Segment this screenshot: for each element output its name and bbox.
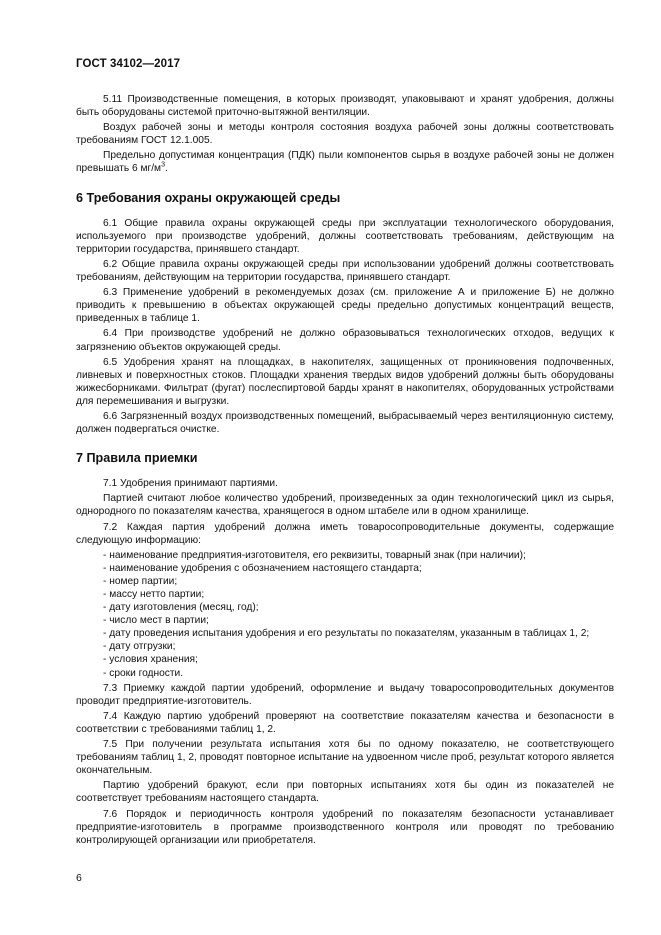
document-info-list	[76, 549, 614, 680]
list-item: - наименование удобрения с обозначением настоящего стандарта;	[103, 562, 422, 574]
list-item: - дату отгрузки;	[103, 641, 176, 653]
section-6-title: 6 Требования охраны окружающей среды	[76, 190, 341, 205]
pdk-superscript: 3	[161, 162, 165, 170]
page-number: 6	[76, 872, 82, 884]
paragraph-6-1: 6.1 Общие правила охраны окружающей среды при эксплуатации технологического оборудования, используемого при производстве удобрений, должны соответствовать требованиям, действующим на территории государства, принявшего стандарт.	[76, 217, 614, 255]
paragraph-6-4: 6.4 При производстве удобрений не должно образовываться технологических отходов, ведущих к загрязнению объектов окружающей среды.	[76, 328, 614, 353]
list-item: - наименование предприятия-изготовителя, его реквизиты, товарный знак (при наличии);	[103, 549, 526, 561]
list-item: - условия хранения;	[103, 654, 198, 666]
paragraph-7-1: 7.1 Удобрения принимают партиями.	[103, 478, 278, 490]
list-item: - массу нетто партии;	[103, 589, 205, 600]
paragraph-6-2: 6.2 Общие правила охраны окружающей среды при использовании удобрений должны соответствовать требованиям, действующим на территории государства, принявшего стандарт.	[76, 258, 614, 284]
paragraph-6-3: 6.3 Применение удобрений в рекомендуемых дозах (см. приложение А и приложение Б) не должно приводить к превышению в объектах окружающей среды предельно допустимых концентраций веществ, приведенных в таблице 1.	[76, 287, 614, 325]
paragraph-7-1-batch: Партией считают любое количество удобрений, произведенных за один технологический цикл из сырья, однородного по показателям качества, хранящегося в одном штабеле или в одном хранилище.	[76, 493, 614, 518]
paragraph-6-5: 6.5 Удобрения хранят на площадках, в накопителях, защищенных от проникновения подпочвенных, ливневых и поверхностных стоков. Площадки хранения твердых видов удобрений должны быть оборудованы жижесборниками. Фильтрат (фугат) послеспиртовой барды хранят в накопителях, оборудованных устройствами для перемешивания и выгрузки.	[76, 356, 614, 407]
list-item: - дату проведения испытания удобрения и его результаты по показателям, указанным в таблицах 1, 2;	[103, 628, 590, 640]
list-item: - номер партии;	[103, 575, 178, 587]
list-item: - сроки годности.	[103, 667, 184, 679]
paragraph-7-6: 7.6 Порядок и периодичность контроля удобрений по показателям безопасности устанавливает предприятие-изготовитель в программе производственного контроля или проводят по требованию контролирующей организации или приобретателя.	[76, 808, 614, 846]
paragraph-7-5: 7.5 При получении результата испытания хотя бы по одному показателю, не соответствующего требованиям таблиц 1, 2, проводят повторное испытание на удвоенном числе проб, результат которого является окончательным.	[76, 739, 614, 777]
paragraph-7-5-reject: Партию удобрений бракуют, если при повторных испытаниях хотя бы один из показателей не соответствует требованиям настоящего стандарта.	[76, 780, 614, 805]
paragraph-7-3: 7.3 Приемку каждой партии удобрений, оформление и выдачу товаросопроводительных документов проводит предприятие-изготовитель.	[76, 682, 614, 707]
list-item: - число мест в партии;	[103, 615, 209, 627]
paragraph-6-6: 6.6 Загрязненный воздух производственных помещений, выбрасываемый через вентиляционную систему, должен подвергаться очистке.	[76, 410, 614, 436]
list-item: - дату изготовления (месяц, год);	[103, 602, 259, 614]
paragraph-7-4: 7.4 Каждую партию удобрений проверяют на соответствие показателям качества и безопасности в соответствии с требованиями таблиц 1, 2.	[76, 710, 614, 735]
paragraph-5-11: 5.11 Производственные помещения, в которых производят, упаковывают и хранят удобрения, должны быть оборудованы системой приточно-вытяжной вентиляции.	[76, 94, 614, 119]
paragraph-7-2: 7.2 Каждая партия удобрений должна иметь товаросопроводительные документы, содержащие следующую информацию:	[76, 521, 614, 546]
pdk-end: .	[164, 163, 168, 175]
paragraph-pdk	[76, 149, 614, 175]
pdk-text: Предельно допустимая концентрация (ПДК) пыли компонентов сырья в воздухе рабочей зоны не должен превышать 6 мг/м	[76, 150, 614, 175]
paragraph-air-quality: Воздух рабочей зоны и методы контроля состояния воздуха рабочей зоны должны соответствовать требованиям ГОСТ 12.1.005.	[76, 122, 614, 147]
section-7-title: 7 Правила приемки	[76, 451, 198, 466]
document-code-header: ГОСТ 34102—2017	[76, 58, 181, 70]
document-body	[76, 93, 614, 849]
